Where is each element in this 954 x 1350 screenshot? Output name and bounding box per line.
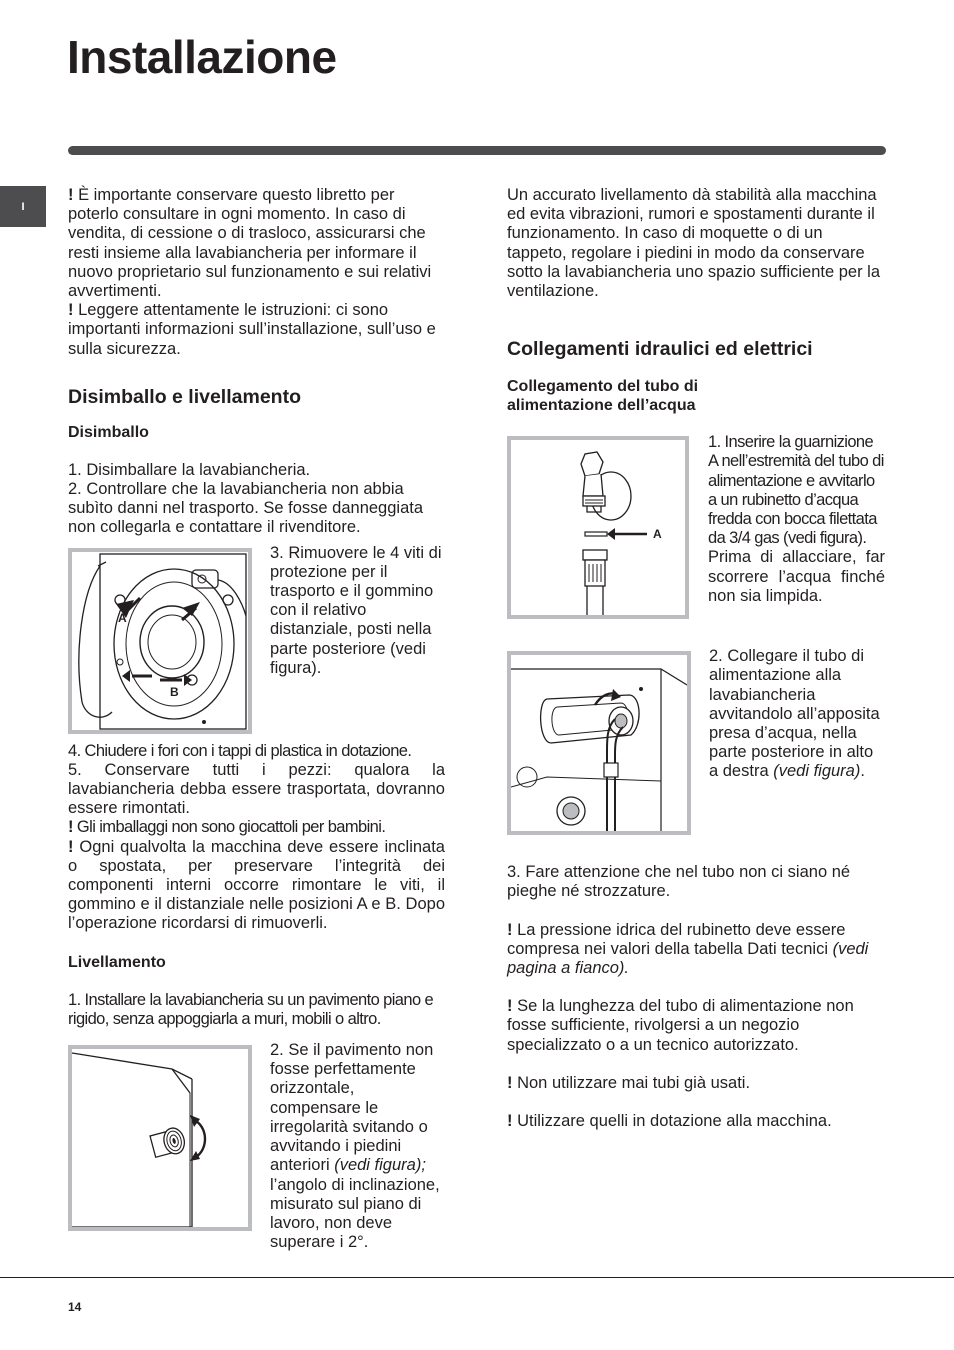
- inlet-hose-illustration: [511, 655, 687, 831]
- left-column: [68, 186, 445, 1252]
- unpack-step-1: 1. Disimballare la lavabiancheria.: [68, 460, 311, 479]
- section-heading-unpacking: Disimballo e livellamento: [68, 385, 301, 408]
- intro-paragraph-2: ! Leggere attentamente le istruzioni: ci sono importanti informazioni sull’installazione, sull’uso e sulla sicurezza.: [68, 301, 436, 358]
- warning-inclination: ! Ogni qualvolta la macchina deve essere inclinata o spostata, per preservare l’integrità dei componenti interni occorre rimontare le viti, il gommino e il distanziale nelle posizioni A e B. Dopo l’operazione ricordarsi di rimuoverli.: [68, 837, 445, 933]
- figure-label-b: B: [170, 684, 179, 699]
- page-title: Installazione: [67, 31, 337, 83]
- unpack-step-4: 4. Chiudere i fori con i tappi di plastica in dotazione.: [68, 741, 412, 760]
- warning-packaging: ! Gli imballaggi non sono giocattoli per bambini.: [68, 818, 386, 837]
- unpack-step-3: 3. Rimuovere le 4 viti di protezione per il trasporto e il gommino con il relativo distanziale, posti nella parte posteriore (vedi figura).: [270, 543, 442, 677]
- note-no-used-hoses: ! Non utilizzare mai tubi già usati.: [507, 1073, 751, 1092]
- levelling-benefits-paragraph: Un accurato livellamento dà stabilità alla macchina ed evita vibrazioni, rumori e spostamenti durante il funzionamento. In caso di moquette o di un tappeto, regolare i piedini in modo da conservare sotto la lavabiancheria uno spazio sufficiente per la ventilazione.: [507, 186, 881, 301]
- rear-screws-figure: [68, 548, 252, 734]
- washer-foot-illustration: [72, 1049, 248, 1227]
- subheading-unpacking: Disimballo: [68, 423, 149, 441]
- washer-rear-illustration: [72, 552, 248, 730]
- unpack-step-5: 5. Conservare tutti i pezzi: qualora la lavabiancheria debba essere trasportata, dovranno essere rimontati.: [68, 760, 445, 818]
- water-step-1-flush: Prima di allacciare, far scorrere l’acqua finché non sia limpida.: [708, 548, 885, 605]
- intro-paragraph-1: ! È importante conservare questo libretto per poterlo consultare in ogni momento. In caso di vendita, di cessione o di trasloco, assicurarsi che resti insieme alla lavabiancheria per informare il nuovo proprietario sul funzionamento e sui relativi avvertimenti.: [68, 186, 432, 301]
- footer-rule: [0, 1277, 954, 1278]
- note-pressure: ! La pressione idrica del rubinetto deve essere compresa nei valori della tabella Dati tecnici (vedi pagina a fianco).: [507, 920, 869, 978]
- page-number: 14: [68, 1300, 82, 1314]
- levelling-figure-row: [68, 1041, 445, 1252]
- water-step-1: 1. Inserire la guarnizione A nell’estremità del tubo di alimentazione e avvitarlo a un rubinetto d’acqua fredda con bocca filettata da 3/4 gas (vedi figura).: [708, 433, 884, 548]
- unpack-figure-row: [68, 543, 445, 734]
- subheading-levelling: Livellamento: [68, 953, 166, 971]
- note-hose-length: ! Se la lunghezza del tubo di alimentazione non fosse sufficiente, rivolgersi a un negozio specializzato o a un tecnico autorizzato.: [507, 997, 854, 1054]
- tap-gasket-illustration: [511, 440, 685, 615]
- water-figure-row-2: [507, 647, 885, 835]
- figure-label-a: A: [118, 610, 127, 625]
- levelling-step-2: 2. Se il pavimento non fosse perfettamente orizzontale, compensare le irregolarità svitando o avvitando i piedini anteriori (vedi figura); l’angolo di inclinazione, misurato sul piano di lavoro, non deve superare i 2°.: [270, 1041, 440, 1252]
- right-column: [507, 186, 885, 1131]
- tap-connection-figure: [507, 436, 689, 619]
- subheading-water-hose: Collegamento del tubo di alimentazione dell’acqua: [507, 378, 699, 415]
- levelling-step-1: 1. Installare la lavabiancheria su un pavimento piano e rigido, senza appoggiarla a muri, mobili o altro.: [68, 990, 434, 1028]
- machine-inlet-figure: [507, 651, 691, 835]
- unpack-step-2: 2. Controllare che la lavabiancheria non abbia subìto danni nel trasporto. Se fosse danneggiata non collegarla e contattare il rivenditore.: [68, 480, 423, 537]
- figure-label-a-gasket: A: [653, 527, 662, 542]
- language-tab: I: [0, 186, 46, 227]
- water-step-2: 2. Collegare il tubo di alimentazione alla lavabiancheria avvitandolo all’apposita presa d’acqua, nella parte posteriore in alto a destra (vedi figura).: [709, 647, 880, 781]
- note-use-supplied: ! Utilizzare quelli in dotazione alla macchina.: [507, 1112, 832, 1131]
- feet-adjust-figure: [68, 1045, 252, 1231]
- section-heading-connections: Collegamenti idraulici ed elettrici: [507, 338, 813, 361]
- water-step-3: 3. Fare attenzione che nel tubo non ci siano né pieghe né strozzature.: [507, 863, 851, 901]
- water-figure-row-1: [507, 433, 885, 619]
- header-rule: [68, 146, 886, 155]
